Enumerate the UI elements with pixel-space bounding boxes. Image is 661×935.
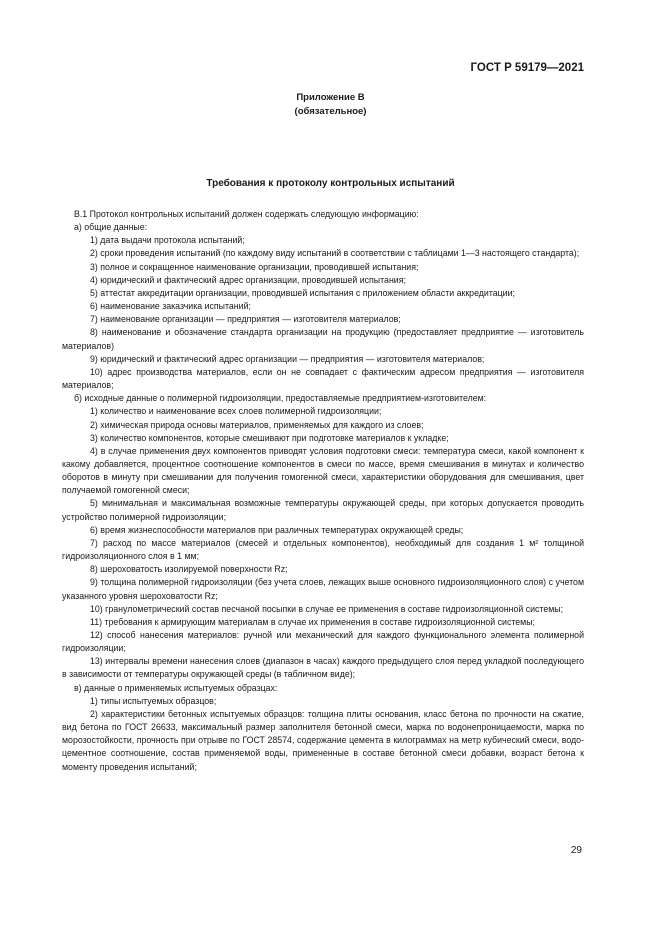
appendix-title: Приложение В [296,92,365,103]
paragraph: 4) юридический и фактический адрес организации, проводившей испытания; [90,274,406,285]
paragraph: 5) минимальная и максимальная возможные температуры окружающей среды, при которых допускается проводить устройство полимерной гидроизоляции; [62,498,584,522]
paragraph: В.1 Протокол контрольных испытаний должен содержать следующую информацию: [74,209,419,219]
paragraph: 10) адрес производства материалов, если он не совпадает с фактическим адресом предприятия — изготовителя материалов; [62,366,584,391]
paragraph: 6) время жизнеспособности материалов при различных температурах окружающей среды; [90,524,464,535]
paragraph: 2) сроки проведения испытаний (по каждому виду испытаний в соответствии с таблицами 1—3 настоящего стандарта); [90,248,580,259]
standard-designation: ГОСТ Р 59179—2021 [470,62,584,74]
paragraph: 10) гранулометрический состав песчаной посыпки в случае ее применения в составе гидроизоляционной системы; [90,603,564,614]
paragraph: 2) характеристики бетонных испытуемых образцов: толщина плиты основания, класс бетона по прочности на сжатие, вид бетона по ГОСТ 26633, максимальный размер заполнителя бетонной смеси, марка по водонепроницаемости, марка по морозостойкости, прочность при отрыве по ГОСТ 28574, содержание цемента в килограммах на метр кубический смеси, водо-цементное соотношение, состав применяемой воды, примененные в составе бетонной смеси добавки, возраст бетона к моменту проведения испытаний; [62,708,584,772]
paragraph: 7) расход по массе материалов (смесей и отдельных компонентов), необходимый для создания 1 м² толщиной гидроизоляционного слоя в 1 мм; [62,537,584,562]
paragraph: 3) количество компонентов, которые смешивают при подготовке материалов к укладке; [90,432,449,443]
paragraph: 4) в случае применения двух компонентов приводят условия подготовки смеси: температура смеси, какой компонент к какому добавляется, процентное соотношение компонентов в смеси по массе, время смешивания в минутах и количество оборотов в минуту при смешивании для получения гомогенной смеси, характеристики оборудования для смешивания, цвет получаемой гомогенной смеси; [62,445,584,496]
section-title: Требования к протоколу контрольных испытаний [206,178,455,189]
paragraph: 7) наименование организации — предприятия — изготовителя материалов; [90,314,401,325]
paragraph: 6) наименование заказчика испытаний; [90,301,251,312]
paragraph: 1) количество и наименование всех слоев полимерной гидроизоляции; [90,406,382,417]
appendix-heading [0,91,661,119]
paragraph: б) исходные данные о полимерной гидроизоляции, предоставляемые предприятием-изготовителем: [74,393,487,404]
document-body [62,208,584,774]
paragraph: 9) толщина полимерной гидроизоляции (без учета слоев, лежащих выше основного гидроизоляционного слоя) с учетом указанного уровня шероховатости Rz; [62,577,584,601]
paragraph: 2) химическая природа основы материалов, применяемых для каждого из слоев; [90,419,424,430]
paragraph: 8) наименование и обозначение стандарта организации на продукцию (предоставляет предприятие — изготовитель материалов) [62,327,584,351]
paragraph: 11) требования к армирующим материалам в случае их применения в составе гидроизоляционной системы; [90,616,535,627]
paragraph: в) данные о применяемых испытуемых образцах: [74,682,278,693]
paragraph: 5) аттестат аккредитации организации, проводившей испытания с приложением области аккредитации; [90,287,515,298]
paragraph: 8) шероховатость изолируемой поверхности Rz; [90,564,288,575]
paragraph: 12) способ нанесения материалов: ручной или механический для каждого функционального элемента полимерной гидроизоляции; [62,630,584,654]
paragraph: 13) интервалы времени нанесения слоев (диапазон в часах) каждого предыдущего слоя перед укладкой последующего в зависимости от температуры окружающей среды (в табличном виде); [62,656,584,680]
paragraph: 9) юридический и фактический адрес организации — предприятия — изготовителя материалов; [90,353,485,364]
paragraph: 3) полное и сокращенное наименование организации, проводившей испытания; [90,261,419,272]
page-number: 29 [570,845,582,856]
paragraph: а) общие данные: [74,222,148,233]
appendix-status: (обязательное) [294,106,367,117]
paragraph: 1) типы испытуемых образцов; [90,695,217,706]
paragraph: 1) дата выдачи протокола испытаний; [90,235,245,246]
